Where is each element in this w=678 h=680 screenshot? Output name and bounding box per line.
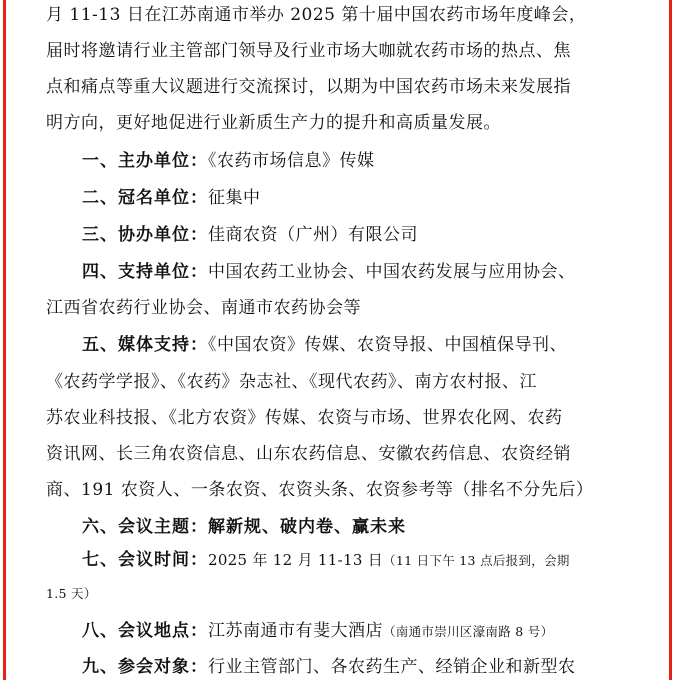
media-text-4: 资讯网、长三角农资信息、山东农药信息、安徽农药信息、农资经销 — [46, 444, 571, 464]
section-organizer — [82, 150, 375, 172]
supporters-text-2: 江西省农药行业协会、南通市农药协会等 — [46, 298, 361, 318]
supporters-heading: 四、支持单位： — [82, 262, 208, 282]
section-theme — [82, 516, 406, 538]
intro-line-2: 届时将邀请行业主管部门领导及行业市场大咖就农药市场的热点、焦 — [46, 41, 571, 61]
attendees-heading: 九、参会对象： — [82, 657, 208, 677]
supporters-text-1: 中国农药工业协会、中国农药发展与应用协会、 — [208, 262, 576, 282]
section-time — [82, 549, 570, 572]
co-organizer-heading: 三、协办单位： — [82, 225, 208, 245]
title-sponsor-text: 征集中 — [208, 188, 261, 208]
section-co-organizer — [82, 224, 418, 246]
section-venue — [82, 620, 553, 643]
time-note-2: 1.5 天） — [46, 586, 97, 601]
theme-text: 解新规、破内卷、赢未来 — [208, 517, 406, 537]
organizer-heading: 一、主办单位： — [82, 151, 208, 171]
media-text-5: 商、191 农资人、一条农资、农资头条、农资参考等（排名不分先后） — [46, 480, 594, 500]
intro-line-1: 月 11-13 日在江苏南通市举办 2025 第十届中国农药市场年度峰会， — [46, 5, 587, 25]
section-attendees — [82, 656, 576, 678]
venue-note: （南通市崇川区濠南路 8 号） — [383, 624, 554, 639]
intro-line-3: 点和痛点等重大议题进行交流探讨，以期为中国农药市场未来发展指 — [46, 77, 571, 97]
media-text-1: 《中国农资》传媒、农资导报、中国植保导刊、 — [208, 335, 567, 355]
time-text: 2025 年 12 月 11-13 日 — [208, 551, 384, 569]
media-heading: 五、媒体支持： — [82, 335, 208, 355]
media-text-2: 《农药学学报》、《农药》杂志社、《现代农药》、南方农村报、江 — [46, 372, 537, 392]
intro-line-4: 明方向，更好地促进行业新质生产力的提升和高质量发展。 — [46, 113, 501, 133]
venue-heading: 八、会议地点： — [82, 621, 208, 641]
title-sponsor-heading: 二、冠名单位： — [82, 188, 208, 208]
venue-text: 江苏南通市有斐大酒店 — [208, 621, 383, 641]
section-supporters — [82, 261, 576, 283]
theme-heading: 六、会议主题： — [82, 517, 208, 537]
organizer-text: 《农药市场信息》传媒 — [208, 151, 375, 171]
co-organizer-text: 佳商农资（广州）有限公司 — [208, 225, 418, 245]
section-media — [82, 334, 567, 356]
left-border-line — [3, 0, 6, 680]
time-note: （11 日下午 13 点后报到，会期 — [383, 553, 570, 568]
section-title-sponsor — [82, 187, 261, 209]
media-text-3: 苏农业科技报、《北方农资》传媒、农资与市场、世界农化网、农药 — [46, 408, 563, 428]
attendees-text: 行业主管部门、各农药生产、经销企业和新型农 — [208, 657, 576, 677]
time-heading: 七、会议时间： — [82, 550, 208, 570]
right-border-line — [669, 0, 672, 680]
